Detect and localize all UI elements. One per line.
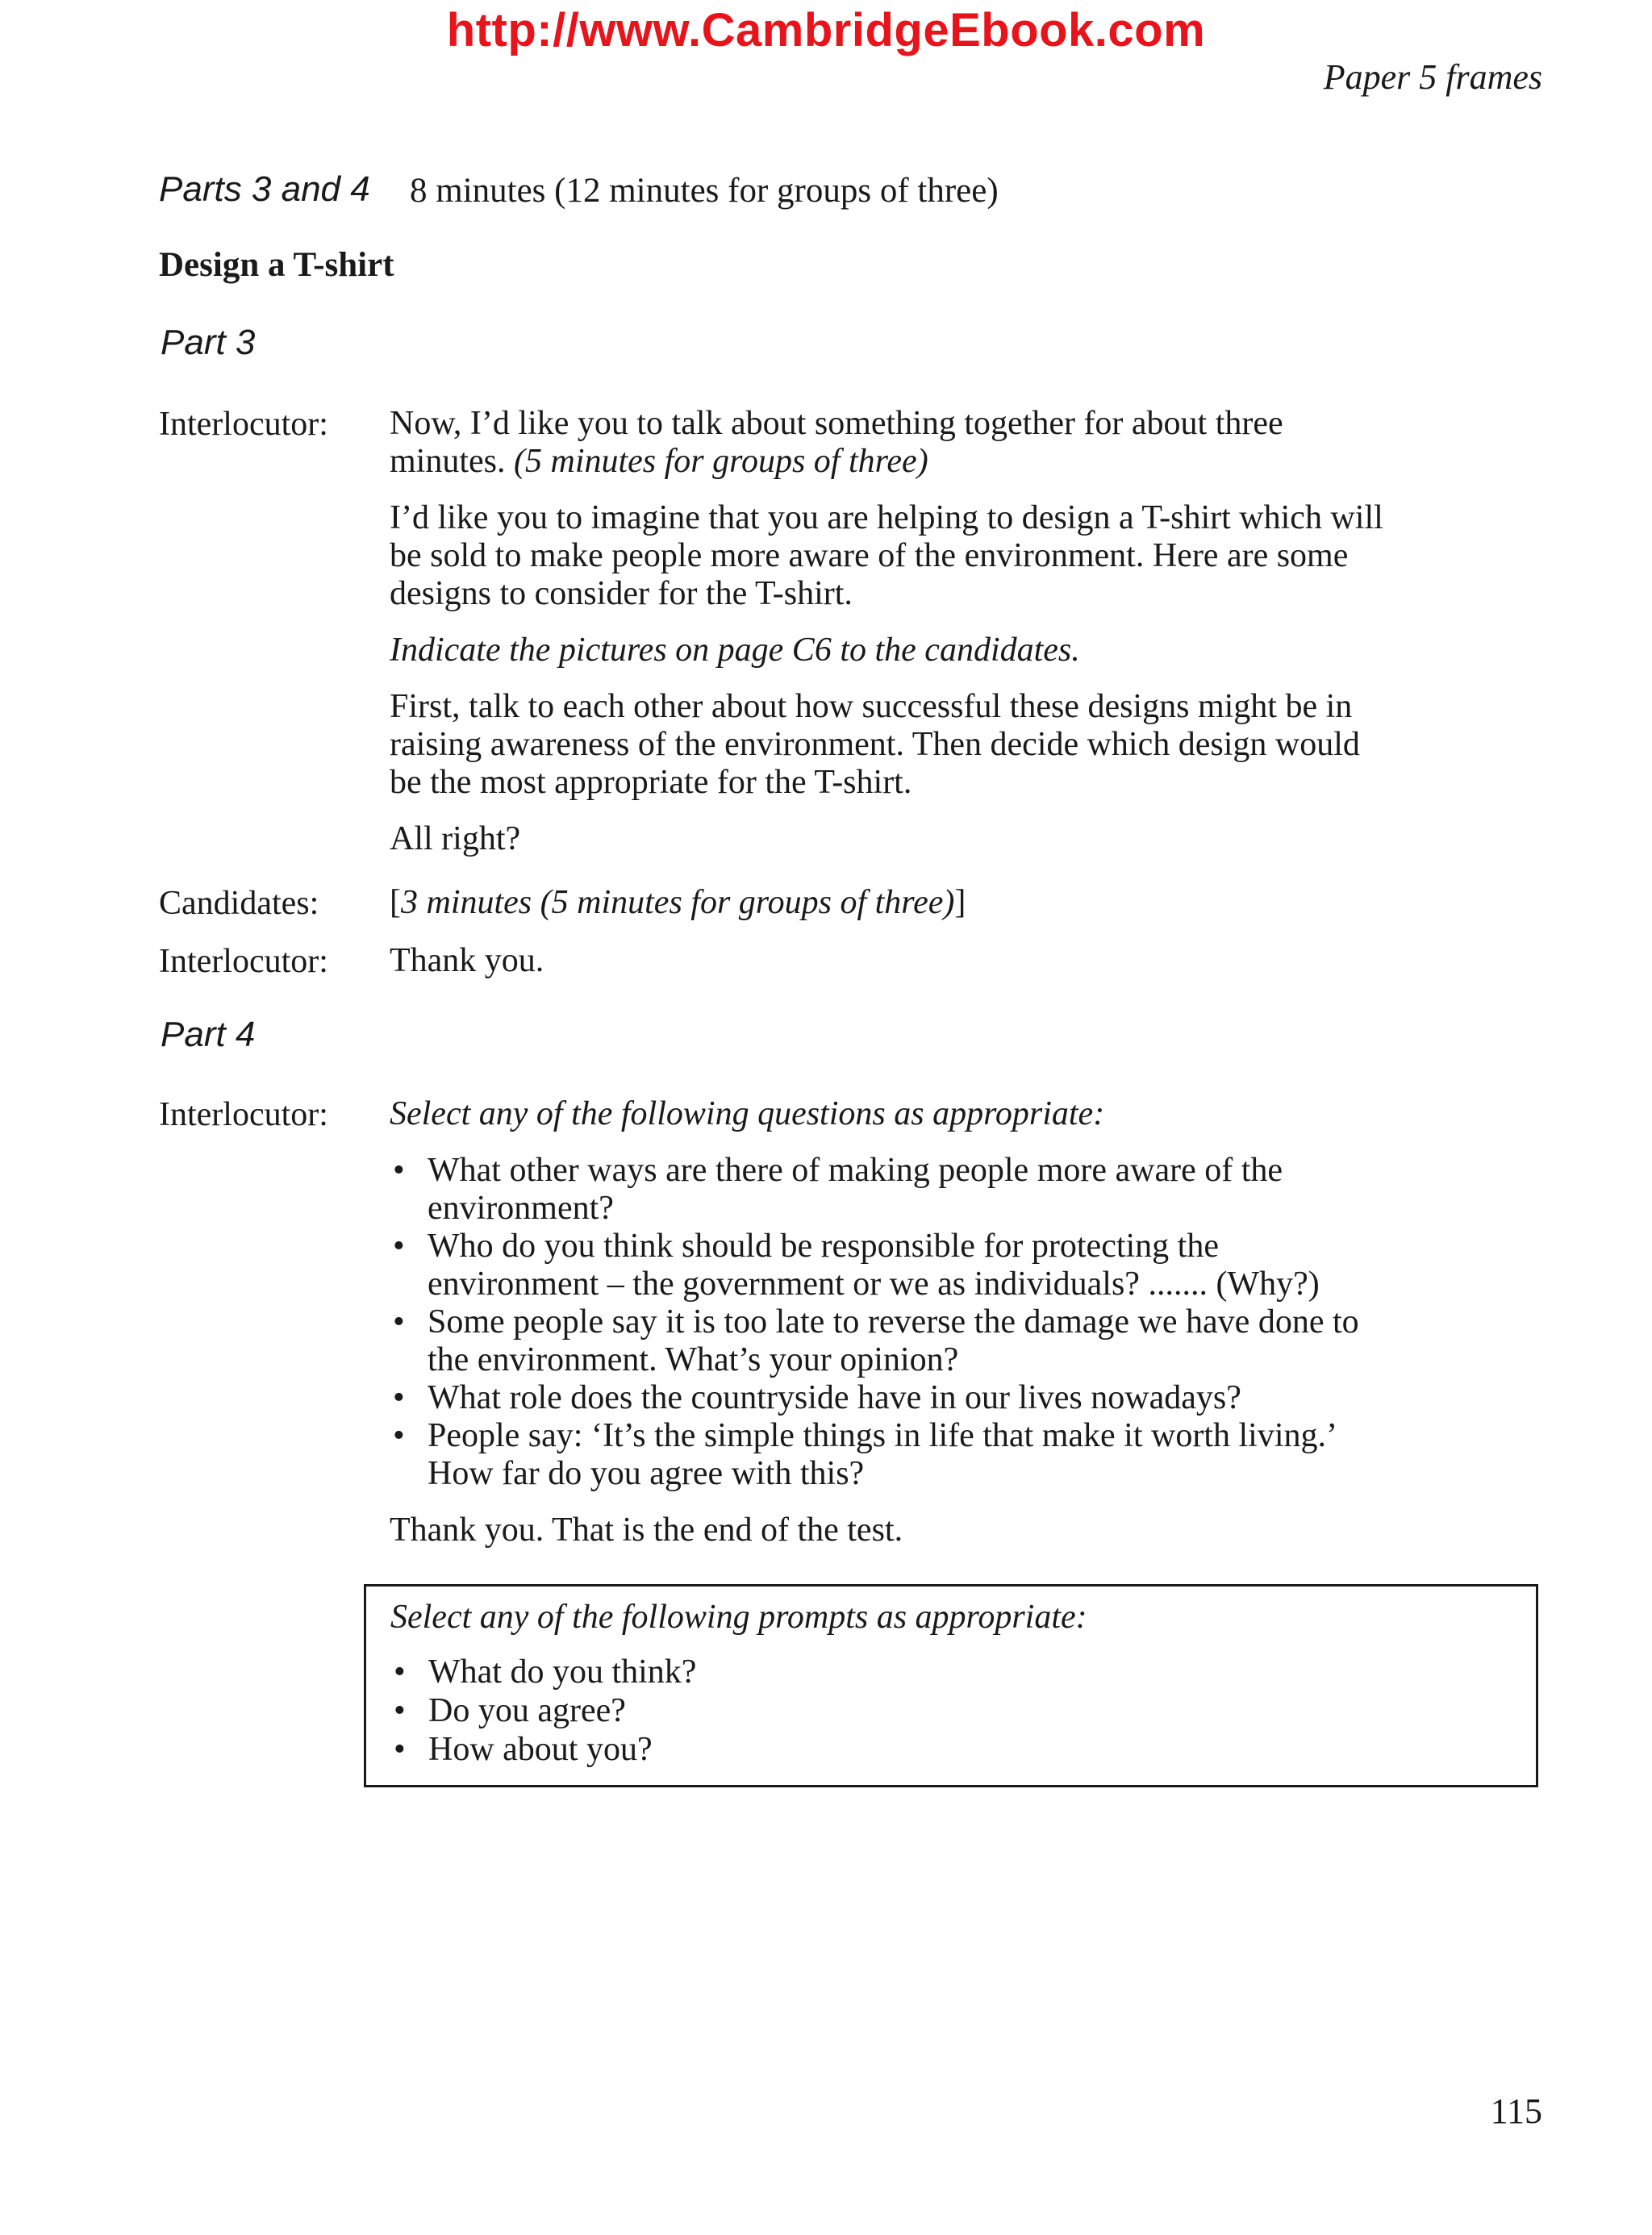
prompt-text: Do you agree? — [428, 1692, 626, 1729]
bracket-open: [ — [390, 884, 401, 921]
list-item — [390, 1303, 1398, 1379]
paragraph: I’d like you to imagine that you are helping to design a T-shirt which will be sold to make people more aware of the environment. Here are some designs to consider for the T-shirt. — [390, 499, 1383, 612]
bullet-icon: • — [393, 1303, 405, 1341]
list-item — [390, 1653, 1504, 1691]
question-text: Who do you think should be responsible for protecting the environment – the government or we as individuals? ....... (Why?) — [428, 1228, 1320, 1303]
list-item — [390, 1417, 1398, 1493]
paragraph: First, talk to each other about how successful these designs might be in raising awareness of the environment. Then decide which design would be the most appropriate for the T-shirt. — [390, 688, 1360, 801]
question-text: Some people say it is too late to reverse the damage we have done to the environment. What’s your opinion? — [428, 1303, 1359, 1378]
paragraph — [390, 405, 1398, 481]
paragraph-text: Now, I’d like you to talk about something together for about three minutes. — [390, 405, 1283, 480]
bullet-icon: • — [393, 1152, 405, 1189]
instruction: Select any of the following questions as appropriate: — [390, 1095, 1105, 1132]
candidates-timing — [390, 884, 1398, 922]
part4-heading: Part 4 — [161, 1015, 256, 1054]
list-item — [390, 1730, 1504, 1769]
part4-questions — [390, 1095, 1398, 1549]
speaker-label: Interlocutor: — [159, 943, 328, 980]
bullet-icon: • — [394, 1692, 406, 1729]
closing-line: Thank you. That is the end of the test. — [390, 1512, 903, 1549]
section-title: Design a T-shirt — [159, 246, 394, 284]
list-item — [390, 1152, 1398, 1228]
timing-note: (5 minutes for groups of three) — [514, 443, 928, 480]
question-text: People say: ‘It’s the simple things in life that make it worth living.’ How far do you agree with this? — [428, 1417, 1335, 1492]
section-heading: Parts 3 and 4 — [159, 169, 370, 209]
question-text: What other ways are there of making people more aware of the environment? — [428, 1152, 1283, 1227]
prompts-instruction: Select any of the following prompts as appropriate: — [390, 1599, 1087, 1636]
speaker-label: Candidates: — [159, 885, 319, 922]
question-text: What role does the countryside have in our lives nowadays? — [428, 1379, 1241, 1416]
section-timing: 8 minutes (12 minutes for groups of three) — [410, 172, 999, 210]
prompts-list — [390, 1653, 1504, 1769]
list-item — [390, 1379, 1398, 1417]
running-head: Paper 5 frames — [1323, 57, 1542, 97]
paragraph: Thank you. — [390, 942, 544, 979]
bullet-icon: • — [393, 1417, 405, 1454]
bullet-icon: • — [394, 1653, 406, 1691]
bullet-icon: • — [394, 1731, 406, 1768]
stage-direction: Indicate the pictures on page C6 to the candidates. — [390, 632, 1080, 669]
question-list — [390, 1152, 1398, 1493]
timing-note: 3 minutes (5 minutes for groups of three) — [401, 884, 955, 921]
speaker-label: Interlocutor: — [159, 406, 328, 443]
paragraph: All right? — [390, 820, 521, 857]
bullet-icon: • — [393, 1379, 405, 1416]
bullet-icon: • — [393, 1228, 405, 1265]
list-item — [390, 1228, 1398, 1303]
interlocutor-instructions — [390, 405, 1398, 858]
watermark-url[interactable]: http://www.CambridgeEbook.com — [446, 4, 1206, 56]
part3-heading: Part 3 — [161, 323, 256, 362]
prompt-text: What do you think? — [428, 1653, 697, 1691]
bracket-close: ] — [954, 884, 966, 921]
prompt-text: How about you? — [428, 1731, 653, 1768]
page-number: 115 — [1490, 2091, 1542, 2131]
speaker-label: Interlocutor: — [159, 1096, 328, 1133]
prompts-box — [364, 1584, 1538, 1787]
list-item — [390, 1691, 1504, 1730]
